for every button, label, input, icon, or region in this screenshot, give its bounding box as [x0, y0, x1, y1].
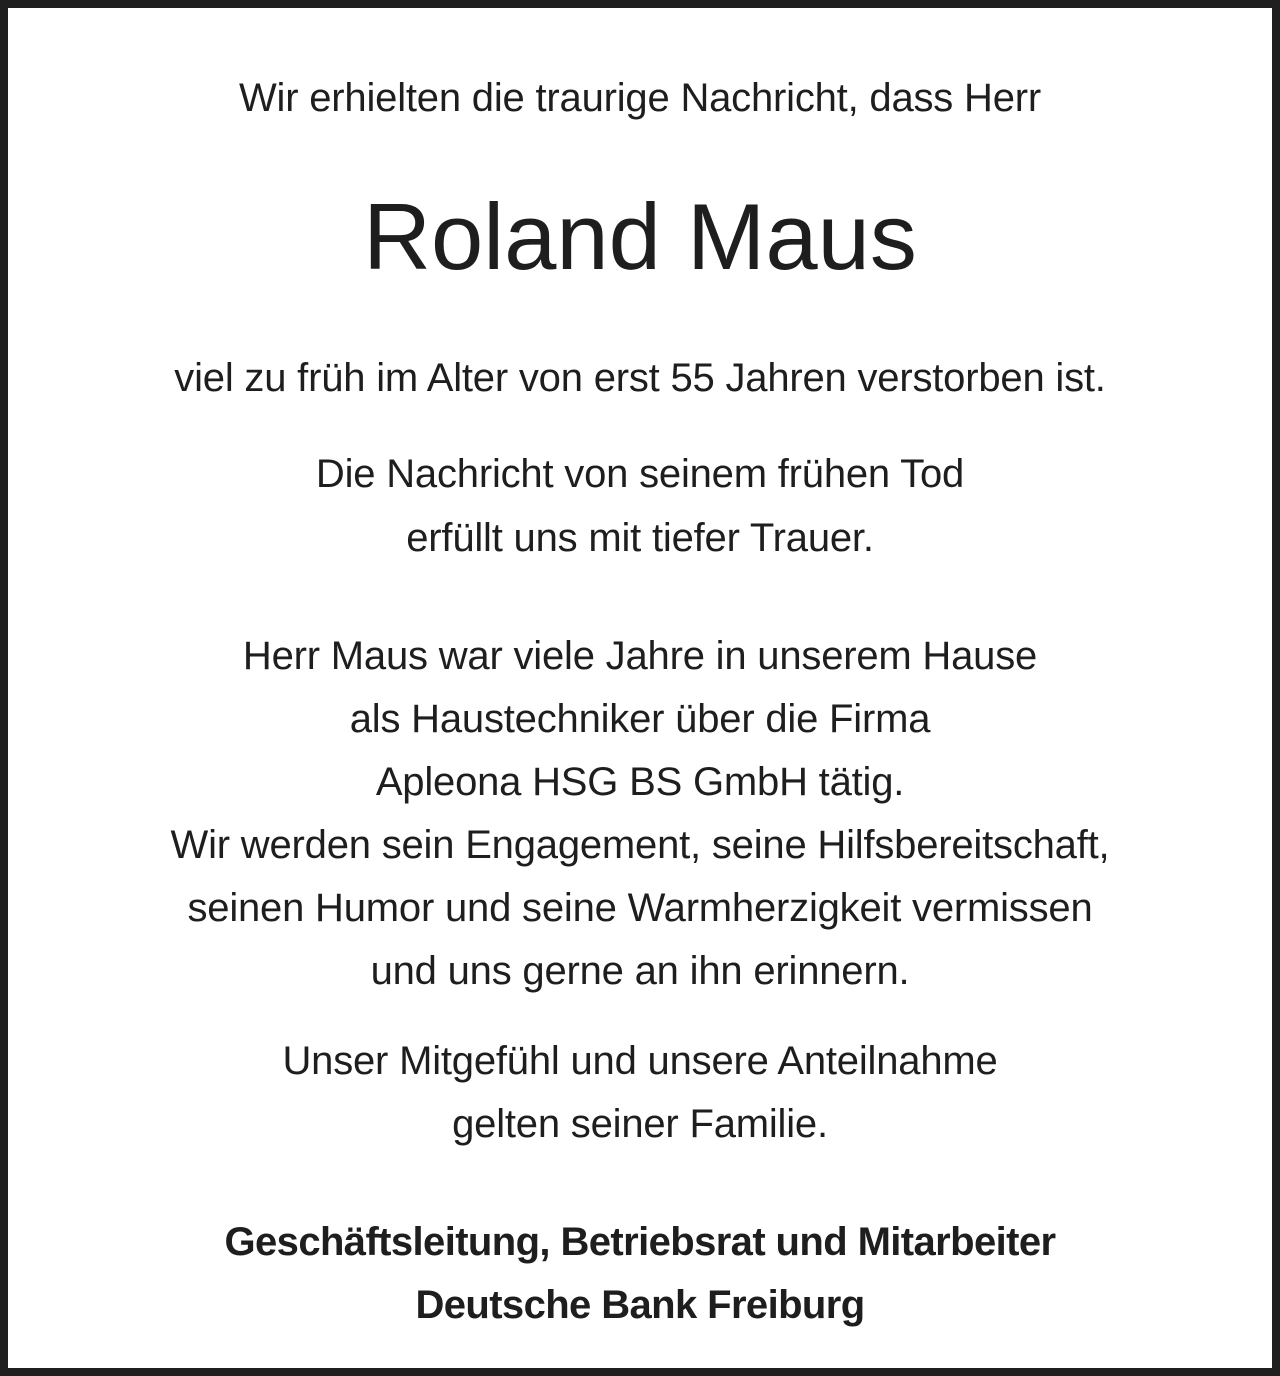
condolence-line: Die Nachricht von seinem frühen Tod: [315, 452, 965, 496]
tribute-line: Herr Maus war viele Jahre in unserem Hause: [242, 634, 1038, 678]
tribute-line: als Haustechniker über die Firma: [349, 697, 931, 741]
intro-text: Wir erhielten die traurige Nachricht, dass Herr: [238, 76, 1041, 120]
tribute-line: Wir werden sein Engagement, seine Hilfsbereitschaft,: [170, 823, 1110, 867]
tribute-line: Apleona HSG BS GmbH tätig.: [375, 760, 905, 804]
signature-organization: Deutsche Bank Freiburg: [415, 1283, 865, 1327]
signature-line: Geschäftsleitung, Betriebsrat und Mitarbeiter: [224, 1220, 1056, 1264]
condolence-line: erfüllt uns mit tiefer Trauer.: [406, 516, 874, 560]
tribute-line: seinen Humor und seine Warmherzigkeit vermissen: [187, 886, 1093, 930]
deceased-name: Roland Maus: [363, 184, 917, 289]
age-statement: viel zu früh im Alter von erst 55 Jahren verstorben ist.: [174, 356, 1106, 400]
sympathy-line: Unser Mitgefühl und unsere Anteilnahme: [282, 1039, 998, 1083]
sympathy-line: gelten seiner Familie.: [452, 1102, 828, 1146]
tribute-line: und uns gerne an ihn erinnern.: [370, 949, 910, 993]
